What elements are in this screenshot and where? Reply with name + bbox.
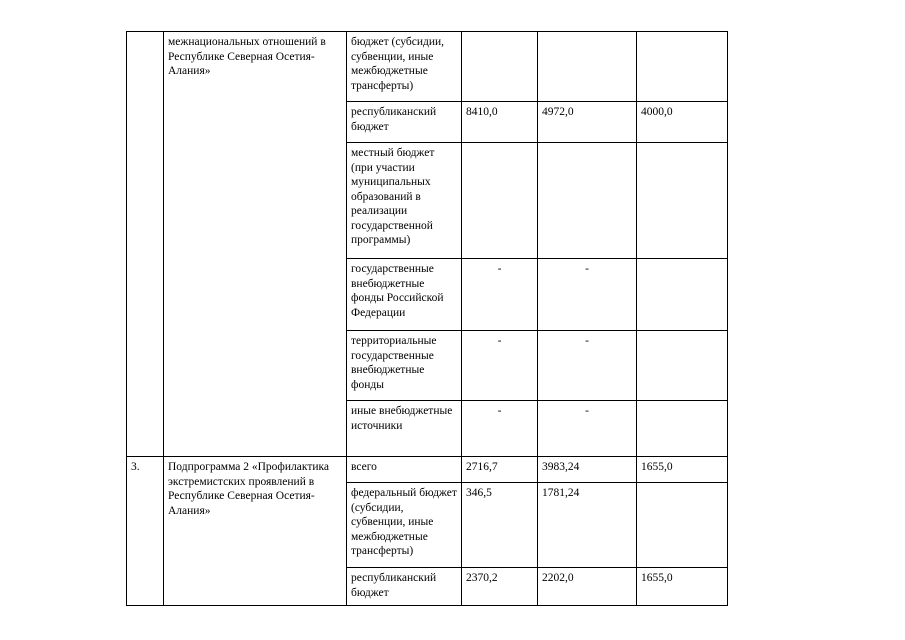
value-cell: 2202,0 [538, 568, 637, 606]
row-number-cell [127, 32, 164, 457]
value-cell [637, 401, 728, 457]
value-cell [462, 32, 538, 102]
value-cell: - [462, 401, 538, 457]
value-cell [637, 331, 728, 401]
value-cell: - [538, 331, 637, 401]
value-cell [637, 143, 728, 259]
value-cell: 2716,7 [462, 457, 538, 483]
row-number-cell: 3. [127, 457, 164, 606]
value-cell: 8410,0 [462, 102, 538, 143]
value-cell: - [462, 331, 538, 401]
value-cell: - [538, 401, 637, 457]
value-cell: 4000,0 [637, 102, 728, 143]
program-name-cell: межнациональных отношений в Республике Северная Осетия-Алания» [164, 32, 347, 457]
value-cell: 1655,0 [637, 457, 728, 483]
value-cell [637, 32, 728, 102]
value-cell: 4972,0 [538, 102, 637, 143]
value-cell: 346,5 [462, 483, 538, 568]
funding-source-cell: иные внебюджетные источники [347, 401, 462, 457]
value-cell [538, 143, 637, 259]
funding-source-cell: федеральный бюджет (субсидии, субвенции, иные межбюджетные трансферты) [347, 483, 462, 568]
program-name-cell: Подпрограмма 2 «Профилактика экстремистских проявлений в Республике Северная Осетия-Алания» [164, 457, 347, 606]
table-row [127, 457, 728, 483]
budget-table [126, 31, 728, 606]
value-cell [462, 143, 538, 259]
value-cell: 3983,24 [538, 457, 637, 483]
value-cell [637, 259, 728, 331]
funding-source-cell: территориальные государственные внебюджетные фонды [347, 331, 462, 401]
table-row [127, 32, 728, 102]
funding-source-cell: республиканский бюджет [347, 568, 462, 606]
funding-source-cell: бюджет (субсидии, субвенции, иные межбюджетные трансферты) [347, 32, 462, 102]
value-cell: - [538, 259, 637, 331]
value-cell: 2370,2 [462, 568, 538, 606]
funding-source-cell: всего [347, 457, 462, 483]
value-cell: - [462, 259, 538, 331]
funding-source-cell: государственные внебюджетные фонды Российской Федерации [347, 259, 462, 331]
funding-source-cell: республиканский бюджет [347, 102, 462, 143]
value-cell [637, 483, 728, 568]
value-cell [538, 32, 637, 102]
funding-source-cell: местный бюджет (при участии муниципальных образований в реализации государственной программы) [347, 143, 462, 259]
value-cell: 1655,0 [637, 568, 728, 606]
value-cell: 1781,24 [538, 483, 637, 568]
